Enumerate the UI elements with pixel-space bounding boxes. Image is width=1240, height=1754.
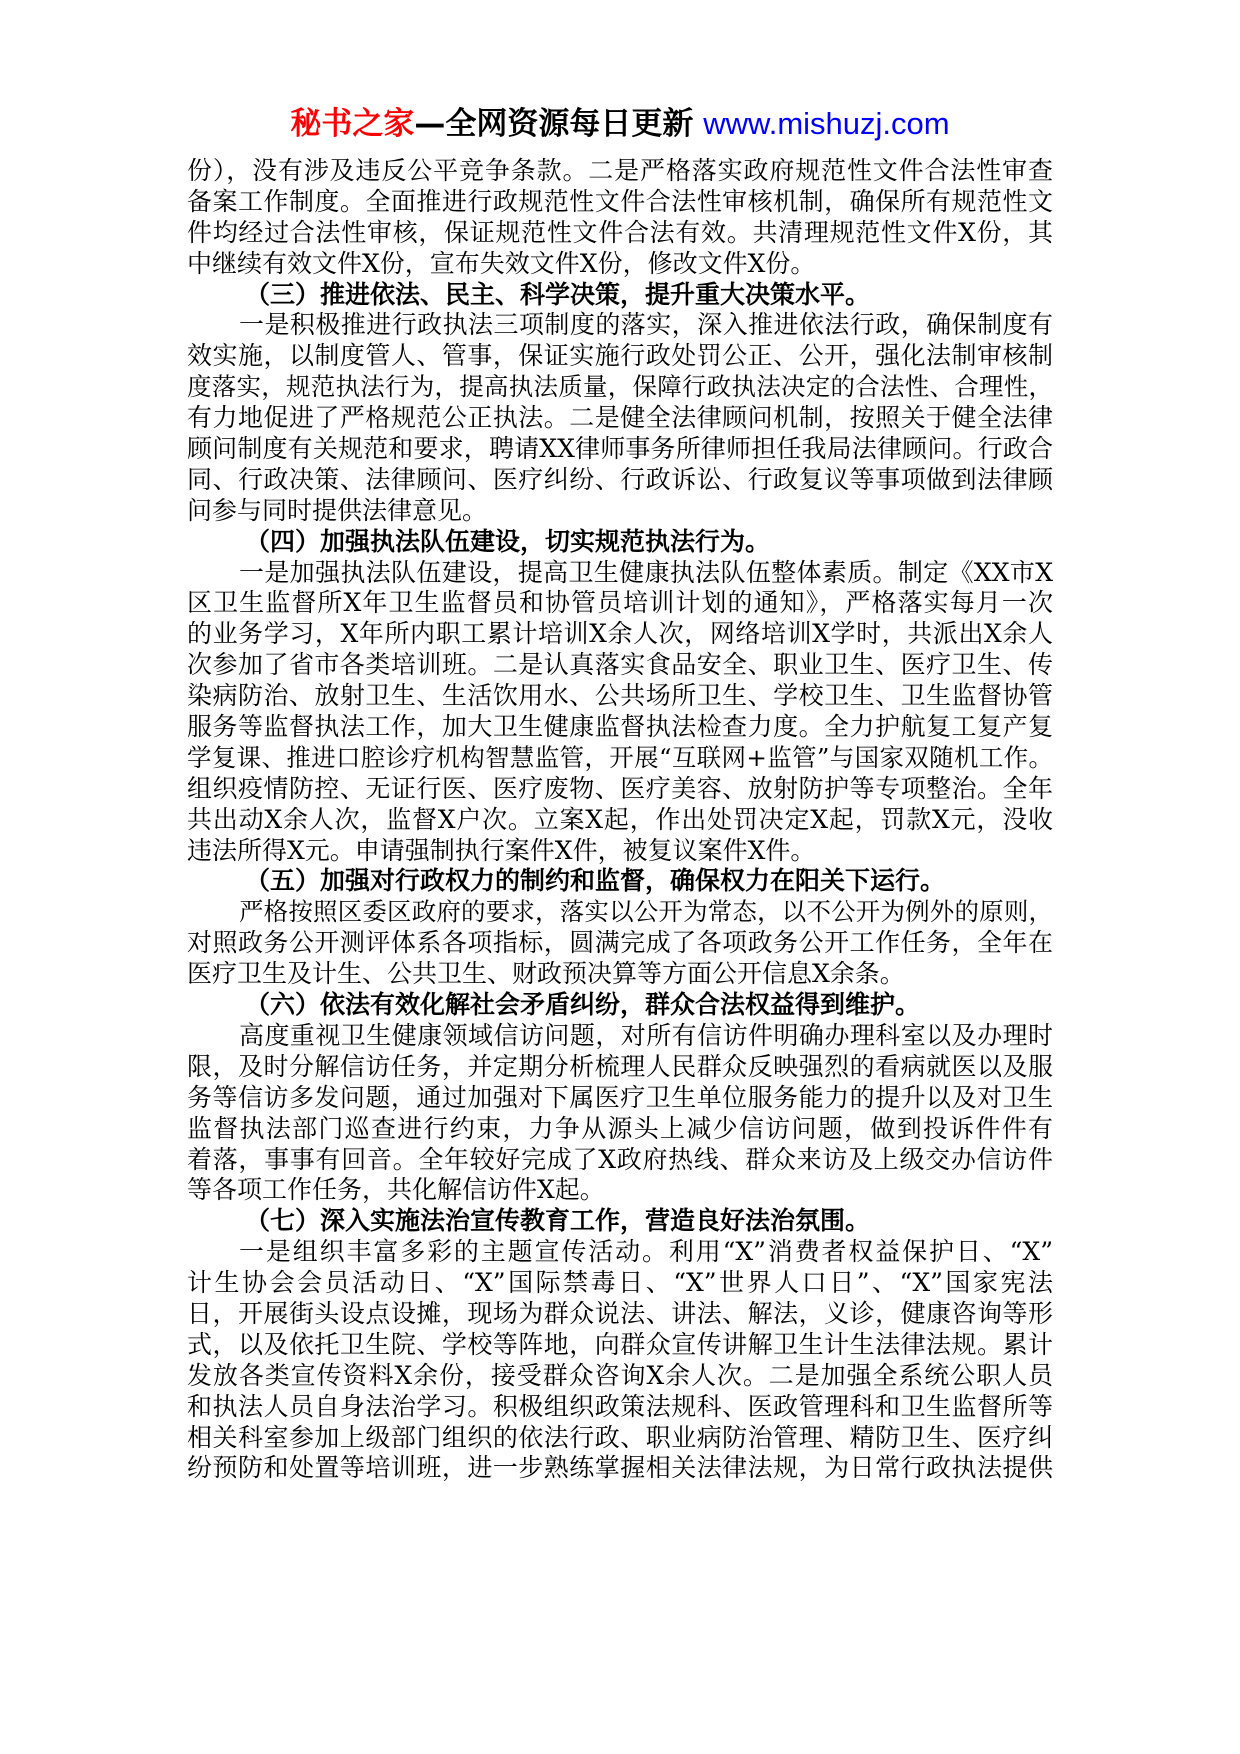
body-text-line: 共出动X余人次，监督X户次。立案X起，作出处罚决定X起，罚款X元，没收 [187,804,1053,834]
body-text-line: 对照政务公开测评体系各项指标，圆满完成了各项政务公开工作任务，全年在 [187,928,1053,958]
body-text-line: 服务等监督执法工作，加大卫生健康监督执法检查力度。全力护航复工复产复 [187,712,1053,742]
body-text-line: 相关科室参加上级部门组织的依法行政、职业病防治管理、精防卫生、医疗纠 [187,1422,1053,1452]
body-text-line: 同、行政决策、法律顾问、医疗纠纷、行政诉讼、行政复议等事项做到法律顾 [187,464,1053,494]
paragraph-last-line: 等各项工作任务，共化解信访件X起。 [187,1175,605,1205]
body-text-line: 纷预防和处置等培训班，进一步熟练掌握相关法律法规，为日常行政执法提供 [187,1453,1053,1483]
paragraph-first-line: 一是组织丰富多彩的主题宣传活动。利用“X”消费者权益保护日、“X” [239,1237,1053,1267]
paragraph-last-line: 违法所得X元。申请强制执行案件X件，被复议案件X件。 [187,835,816,865]
document-body [187,156,1053,1484]
body-text-line: 次参加了省市各类培训班。二是认真落实食品安全、职业卫生、医疗卫生、传 [187,650,1053,680]
body-text-line: 件均经过合法性审核，保证规范性文件合法有效。共清理规范性文件X份，其 [187,217,1053,247]
section-heading: （三）推进依法、民主、科学决策，提升重大决策水平。 [245,279,871,309]
paragraph-first-line: 一是加强执法队伍建设，提高卫生健康执法队伍整体素质。制定《XX市X [239,557,1053,587]
body-text-line: 区卫生监督所X年卫生监督员和协管员培训计划的通知》，严格落实每月一次 [187,588,1053,618]
body-text-line: 式，以及依托卫生院、学校等阵地，向群众宣传讲解卫生计生法律法规。累计 [187,1329,1053,1359]
section-heading: （七）深入实施法治宣传教育工作，营造良好法治氛围。 [245,1206,871,1236]
section-heading: （五）加强对行政权力的制约和监督，确保权力在阳关下运行。 [245,866,946,896]
section-heading: （六）依法有效化解社会矛盾纠纷，群众合法权益得到维护。 [245,990,921,1020]
body-text-line: 的业务学习，X年所内职工累计培训X余人次，网络培训X学时，共派出X余人 [187,619,1053,649]
paragraph-first-line: 一是积极推进行政执法三项制度的落实，深入推进依法行政，确保制度有 [239,310,1053,340]
body-text-line: 备案工作制度。全面推进行政规范性文件合法性审核机制，确保所有规范性文 [187,186,1053,216]
body-text-line: 度落实，规范执法行为，提高执法质量，保障行政执法决定的合法性、合理性， [187,372,1053,402]
body-text-line: 限，及时分解信访任务，并定期分析梳理人民群众反映强烈的看病就医以及服 [187,1051,1053,1081]
body-text-line: 务等信访多发问题，通过加强对下属医疗卫生单位服务能力的提升以及对卫生 [187,1082,1053,1112]
body-text-line: 顾问制度有关规范和要求，聘请XX律师事务所律师担任我局法律顾问。行政合 [187,434,1053,464]
header-tagline: —全网资源每日更新 [414,106,694,142]
body-text-line: 发放各类宣传资料X余份，接受群众咨询X余人次。二是加强全系统公职人员 [187,1360,1053,1390]
body-text-line: 监督执法部门巡查进行约束，力争从源头上减少信访问题，做到投诉件件有 [187,1113,1053,1143]
paragraph-first-line: 严格按照区委区政府的要求，落实以公开为常态，以不公开为例外的原则， [239,897,1053,927]
body-text-line: 和执法人员自身法治学习。积极组织政策法规科、医政管理科和卫生监督所等 [187,1391,1053,1421]
header-brand: 秘书之家 [290,106,415,142]
paragraph-last-line: 医疗卫生及计生、公共卫生、财政预决算等方面公开信息X余条。 [187,959,905,989]
body-text-line: 染病防治、放射卫生、生活饮用水、公共场所卫生、学校卫生、卫生监督协管 [187,681,1053,711]
body-text-line: 份），没有涉及违反公平竞争条款。二是严格落实政府规范性文件合法性审查 [187,156,1053,185]
body-text-line: 组织疫情防控、无证行医、医疗废物、医疗美容、放射防护等专项整治。全年 [187,773,1053,803]
page-header [0,104,1240,144]
body-text-line: 学复课、推进口腔诊疗机构智慧监管，开展“互联网+监管”与国家双随机工作。 [187,742,1053,772]
body-text-line: 日，开展街头设点设摊，现场为群众说法、讲法、解法，义诊，健康咨询等形 [187,1298,1053,1328]
body-text-line: 计生协会会员活动日、“X”国际禁毒日、“X”世界人口日”、“X”国家宪法 [187,1268,1053,1298]
paragraph-first-line: 高度重视卫生健康领域信访问题，对所有信访件明确办理科室以及办理时 [239,1020,1053,1050]
section-heading: （四）加强执法队伍建设，切实规范执法行为。 [245,526,771,556]
body-text-line: 有力地促进了严格规范公正执法。二是健全法律顾问机制，按照关于健全法律 [187,403,1053,433]
paragraph-last-line: 中继续有效文件X份，宣布失效文件X份，修改文件X份。 [187,248,816,278]
header-url-link[interactable]: www.mishuzj.com [703,106,950,141]
body-text-line: 着落，事事有回音。全年较好完成了X政府热线、群众来访及上级交办信访件 [187,1144,1053,1174]
paragraph-last-line: 问参与同时提供法律意见。 [187,495,488,525]
body-text-line: 效实施，以制度管人、管事，保证实施行政处罚公正、公开，强化法制审核制 [187,341,1053,371]
